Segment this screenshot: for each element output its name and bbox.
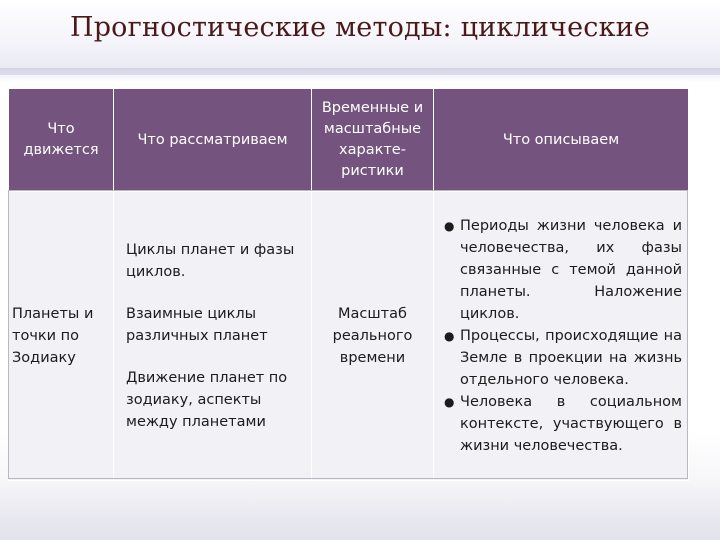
methods-table xyxy=(8,88,689,481)
table-header-row xyxy=(9,89,689,192)
considered-item: Взаимные циклы различных планет xyxy=(126,306,268,344)
title-shadow xyxy=(0,68,720,82)
described-item xyxy=(438,391,682,457)
bullet-icon: ● xyxy=(444,219,455,233)
cell-what-moves: Планеты и точки по Зодиаку xyxy=(9,192,114,481)
described-list xyxy=(438,215,682,457)
slide-title: Прогностические методы: циклические xyxy=(69,12,651,43)
considered-item: Движение планет по зодиаку, аспекты между планетами xyxy=(126,370,288,430)
bullet-icon: ● xyxy=(444,395,455,409)
header-what-considered: Что рассматриваем xyxy=(114,89,312,192)
bottom-fade xyxy=(0,480,720,540)
considered-item: Циклы планет и фазы циклов. xyxy=(126,242,295,280)
described-text: Человека в социальном контексте, участвующего в жизни человечества. xyxy=(460,394,682,454)
header-what-described: Что описываем xyxy=(434,89,689,192)
cell-what-considered xyxy=(114,192,312,481)
described-text: Периоды жизни человека и человечества, их фазы связанные с темой данной планеты. Наложение циклов. xyxy=(460,218,682,322)
bullet-icon: ● xyxy=(444,329,455,343)
cell-what-described xyxy=(434,192,689,481)
header-what-moves: Что движется xyxy=(9,89,114,192)
header-time-scale: Временные и масштабные характе-ристики xyxy=(312,89,434,192)
described-item xyxy=(438,215,682,325)
described-text: Процессы, происходящие на Земле в проекции на жизнь отдельного человека. xyxy=(460,328,682,388)
table-row xyxy=(9,192,689,481)
described-item xyxy=(438,325,682,391)
cell-time-scale: Масштаб реального времени xyxy=(312,192,434,481)
